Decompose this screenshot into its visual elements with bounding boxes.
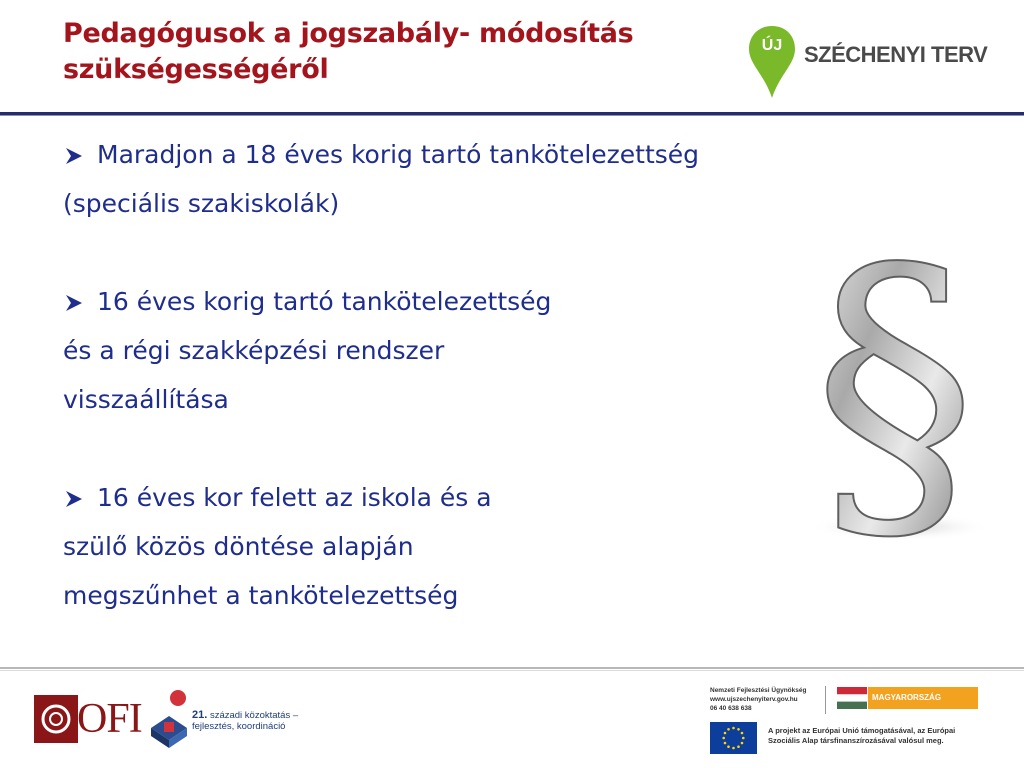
- footer-divider: [0, 667, 1024, 669]
- k21-number: 21.: [192, 709, 208, 721]
- arrow-bullet-icon: [63, 293, 85, 313]
- bullet-line: és a régi szakképzési rendszer: [63, 336, 445, 365]
- bullet-line: megszűnhet a tankötelezettség: [63, 581, 459, 610]
- eu-funding-text: [768, 726, 988, 746]
- nfu-info: [710, 686, 806, 713]
- logo-badge: ÚJ: [761, 37, 783, 54]
- nfu-url: www.ujszechenyiterv.gov.hu: [710, 696, 798, 703]
- ofi-emblem-icon: [34, 695, 78, 743]
- k21-line2: fejlesztés, koordináció: [192, 721, 286, 732]
- paragraph-symbol-icon: [800, 205, 990, 550]
- k21-line1: századi közoktatás –: [209, 710, 299, 721]
- magyarorszag-megujul-banner: MAGYARORSZÁG MEGÚJUL: [868, 687, 978, 709]
- header-divider-shadow: [0, 115, 1024, 116]
- bullet-line: szülő közös döntése alapján: [63, 532, 414, 561]
- eu-text-line2: Szociális Alap társfinanszírozásával valósul meg.: [768, 736, 944, 745]
- eu-flag-icon: [710, 722, 757, 754]
- arrow-bullet-icon: [63, 146, 85, 166]
- bullet-line: (speciális szakiskolák): [63, 189, 340, 218]
- arrow-bullet-icon: [63, 489, 85, 509]
- bullet-line: visszaállítása: [63, 385, 229, 414]
- k21-logo: [148, 688, 318, 750]
- k21-emblem-icon: [148, 688, 190, 750]
- hungarian-flag-icon: [837, 687, 867, 709]
- bullet-text: 16 éves korig tartó tankötelezettség: [97, 287, 552, 316]
- bullet-text: 16 éves kor felett az iskola és a: [97, 483, 492, 512]
- ofi-logo-text: OFI: [77, 696, 142, 742]
- footer-logo-divider: [825, 686, 826, 714]
- location-pin-icon: [746, 24, 798, 100]
- ofi-logo: [34, 695, 142, 743]
- nfu-name: Nemzeti Fejlesztési Ügynökség: [710, 687, 807, 694]
- eu-text-line1: A projekt az Európai Unió támogatásával, az Európai: [768, 726, 956, 735]
- bullet-line: [63, 130, 943, 179]
- szechenyi-terv-logo: [746, 24, 996, 100]
- logo-text: SZÉCHENYI TERV: [804, 42, 988, 67]
- bullet-text: Maradjon a 18 éves korig tartó tankötelezettség: [97, 140, 700, 169]
- footer-divider-shadow: [0, 670, 1024, 671]
- eu-funding-box: [700, 680, 990, 762]
- slide-title: Pedagógusok a jogszabály- módosítás szükségességéről: [63, 18, 634, 85]
- nfu-phone: 06 40 638 638: [710, 705, 752, 712]
- k21-logo-text: [192, 710, 298, 732]
- svg-text:§: §: [812, 205, 978, 550]
